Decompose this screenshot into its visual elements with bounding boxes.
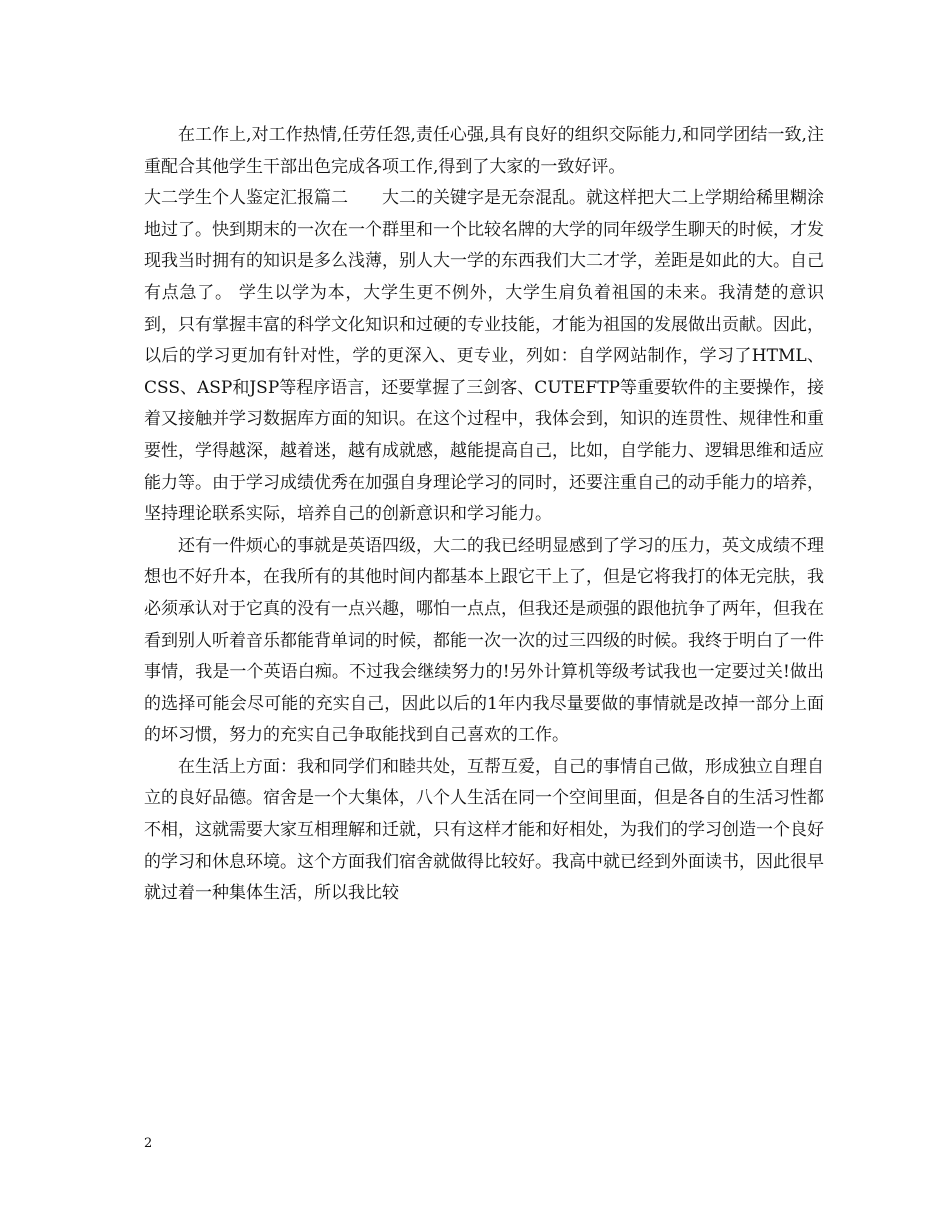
document-body bbox=[144, 120, 824, 910]
paragraph-work-attitude: 在工作上,对工作热情,任劳任怨,责任心强,具有良好的组织交际能力,和同学团结一致,注重配合其他学生干部出色完成各项工作,得到了大家的一致好评。 bbox=[144, 125, 824, 177]
paragraph-english-exam: 还有一件烦心的事就是英语四级，大二的我已经明显感到了学习的压力，英文成绩不理想也不好升本，在我所有的其他时间内都基本上跟它干上了，但是它将我打的体无完肤，我必须承认对于它真的没有一点兴趣，哪怕一点点，但我还是顽强的跟他抗争了两年，但我在看到别人听着音乐都能背单词的时候，都能一次一次的过三四级的时候。我终于明白了一件事情，我是一个英语白痴。不过我会继续努力的!另外计算机等级考试我也一定要过关!做出的选择可能会尽可能的充实自己，因此以后的1年内我尽量要做的事情就是改掉一部分上面的坏习惯，努力的充实自己争取能找到自己喜欢的工作。 bbox=[144, 535, 824, 746]
page-number: 2 bbox=[144, 1136, 153, 1151]
paragraph-daily-life: 在生活上方面：我和同学们和睦共处，互帮互爱，自己的事情自己做，形成独立自理自立的良好品德。宿舍是一个大集体，八个人生活在同一个空间里面，但是各自的生活习性都不相，这就需要大家互相理解和迁就，只有这样才能和好相处，为我们的学习创造一个良好的学习和休息环境。这个方面我们宿舍就做得比较好。我高中就已经到外面读书，因此很早就过着一种集体生活，所以我比较 bbox=[144, 756, 824, 904]
paragraph-sophomore-study: 大二学生个人鉴定汇报篇二 大二的关键字是无奈混乱。就这样把大二上学期给稀里糊涂地过了。快到期末的一次在一个群里和一个比较名牌的大学的同年级学生聊天的时候，才发现我当时拥有的知识是多么浅薄，别人大一学的东西我们大二才学，差距是如此的大。自己有点急了。 学生以学为本，大学生更不例外，大学生肩负着祖国的未来。我清楚的意识到，只有掌握丰富的科学文化知识和过硬的专业技能，才能为祖国的发展做出贡献。因此，以后的学习更加有针对性，学的更深入、更专业，列如：自学网站制作，学习了HTML、CSS、ASP和JSP等程序语言，还要掌握了三剑客、CUTEFTP等重要软件的主要操作，接着又接触并学习数据库方面的知识。在这个过程中，我体会到，知识的连贯性、规律性和重要性，学得越深，越着迷，越有成就感，越能提高自己，比如，自学能力、逻辑思维和适应能力等。由于学习成绩优秀在加强自身理论学习的同时，还要注重自己的动手能力的培养，坚持理论联系实际，培养自己的创新意识和学习能力。 bbox=[144, 188, 824, 525]
